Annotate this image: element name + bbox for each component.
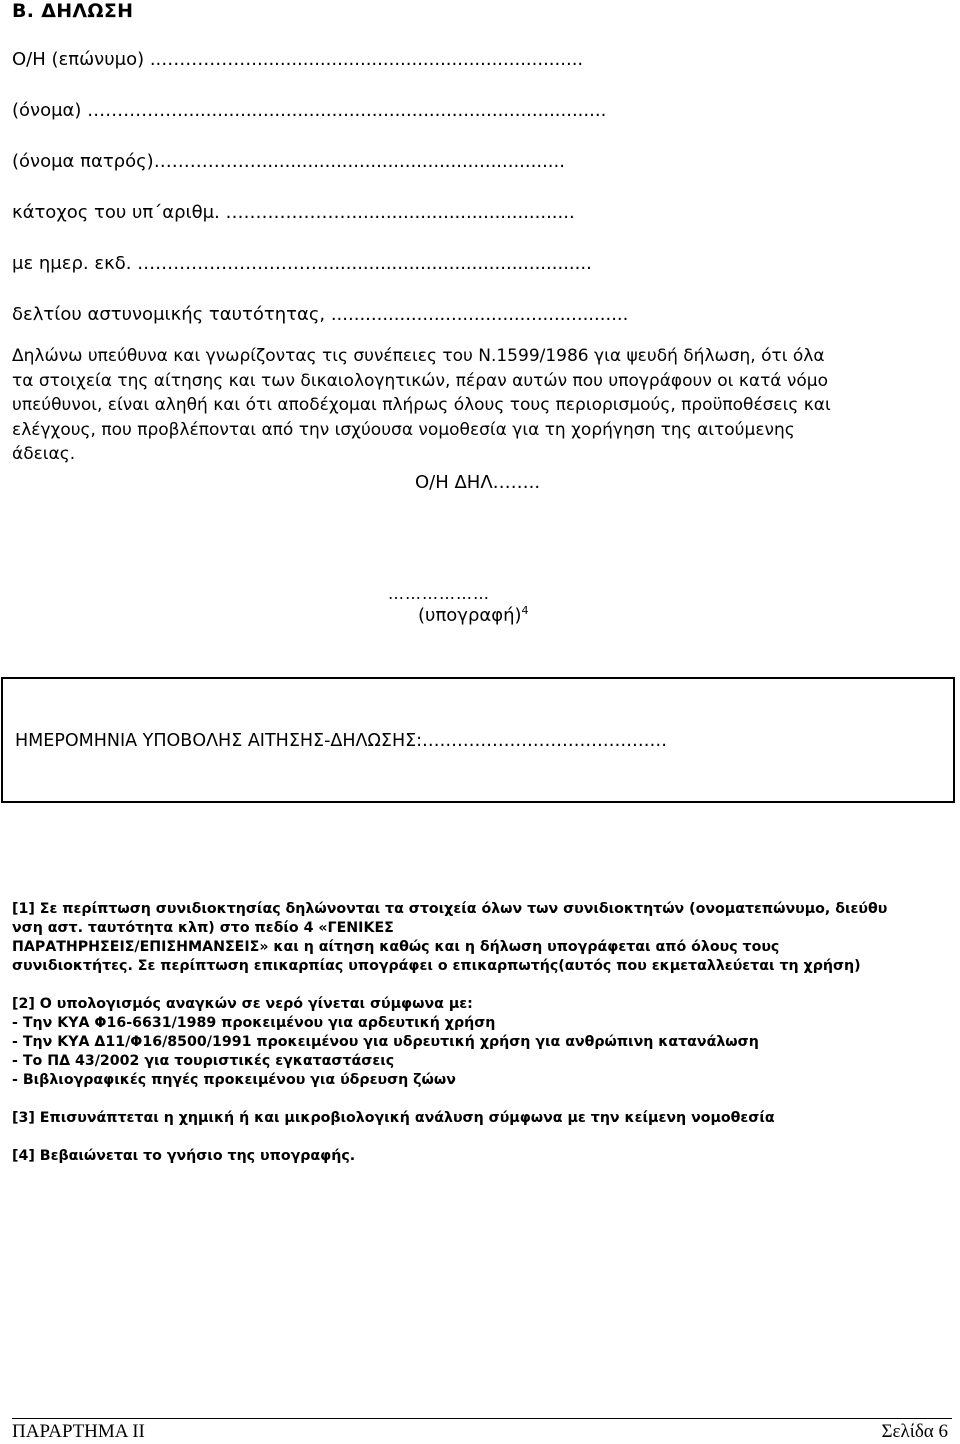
declaration-paragraph bbox=[12, 344, 952, 467]
footnote-4: [4] Βεβαιώνεται το γνήσιο της υπογραφής. bbox=[12, 1148, 356, 1164]
id-card-field: δελτίου αστυνομικής ταυτότητας, .................................................... bbox=[12, 304, 629, 325]
footnote-1-line: συνιδιοκτήτες. Σε περίπτωση επικαρπίας υπογράφει ο επικαρπωτής(αυτός που εκμεταλλεύεται τη χρήση) bbox=[12, 958, 861, 974]
name-field: (όνομα) ……………........................................................................... bbox=[12, 100, 607, 121]
footer-divider bbox=[12, 1418, 952, 1419]
declarant-label: Ο/Η ΔΗΛ…….. bbox=[415, 472, 541, 493]
declaration-line: ελέγχους, που προβλέπονται από την ισχύουσα νομοθεσία για τη χορήγηση της αιτούμενης bbox=[12, 419, 795, 440]
submission-date-label: ΗΜΕΡΟΜΗΝΙΑ ΥΠΟΒΟΛΗΣ ΑΙΤΗΣΗΣ-ΔΗΛΩΣΗΣ:…………………………………… bbox=[15, 731, 668, 751]
footnote-2-line: - Την ΚΥΑ Δ11/Φ16/8500/1991 προκειμένου για υδρευτική χρήση για ανθρώπινη κατανάλωση bbox=[12, 1034, 759, 1050]
footnote-2-line: - Το ΠΔ 43/2002 για τουριστικές εγκαταστάσεις bbox=[12, 1053, 395, 1069]
footnote-2-line: - Την ΚΥΑ Φ16-6631/1989 προκειμένου για αρδευτική χρήση bbox=[12, 1015, 496, 1031]
footnote-2-line: - Βιβλιογραφικές πηγές προκειμένου για ύδρευση ζώων bbox=[12, 1072, 456, 1088]
father-name-field: (όνομα πατρός)………………..................................................... bbox=[12, 151, 565, 172]
footer-page-number: Σελίδα 6 bbox=[881, 1421, 948, 1442]
signature-line: ……………… bbox=[388, 584, 490, 603]
signature-label bbox=[418, 605, 529, 626]
declaration-line: τα στοιχεία της αίτησης και των δικαιολογητικών, πέραν αυτών που υπογράφουν οι κατά νόμο bbox=[12, 370, 829, 391]
footnote-3: [3] Επισυνάπτεται η χημική ή και μικροβιολογική ανάλυση σύμφωνα με την κείμενη νομοθεσία bbox=[12, 1110, 775, 1126]
issue-date-field: με ημερ. εκδ. ………………….………............................................... bbox=[12, 253, 592, 274]
footer-annex-label: ΠΑΡΑΡΤΗΜΑ ΙΙ bbox=[12, 1421, 145, 1442]
signature-text: (υπογραφή) bbox=[418, 605, 522, 626]
id-number-field: κάτοχος του υπ΄αριθμ. …………………....................................... bbox=[12, 202, 575, 223]
declaration-line: υπεύθυνοι, είναι αληθή και ότι αποδέχομαι πλήρως όλους τους περιορισμούς, προϋποθέσεις και bbox=[12, 395, 831, 415]
footnote-1-line: [1] Σε περίπτωση συνιδιοκτησίας δηλώνονται τα στοιχεία όλων των συνιδιοκτητών (ονοματεπώνυμο, διεύθυ bbox=[12, 901, 888, 917]
footnotes bbox=[12, 900, 952, 1166]
section-heading: Β. ΔΗΛΩΣΗ bbox=[12, 0, 134, 22]
declaration-line: Δηλώνω υπεύθυνα και γνωρίζοντας τις συνέπειες του Ν.1599/1986 για ψευδή δήλωση, ότι όλα bbox=[12, 346, 825, 366]
declaration-line: άδειας. bbox=[12, 444, 76, 464]
footnote-2-line: [2] Ο υπολογισμός αναγκών σε νερό γίνεται σύμφωνα με: bbox=[12, 996, 473, 1012]
submission-date-box bbox=[1, 677, 955, 803]
footnote-ref: 4 bbox=[521, 604, 529, 617]
footnote-1-line: ΠΑΡΑΤΗΡΗΣΕΙΣ/ΕΠΙΣΗΜΑΝΣΕΙΣ» και η αίτηση καθώς και η δήλωση υπογράφεται από όλους τους bbox=[12, 939, 780, 955]
footnote-1-line: νση αστ. ταυτότητα κλπ) στο πεδίο 4 «ΓΕΝΙΚΕΣ bbox=[12, 920, 394, 936]
surname-field: Ο/Η (επώνυμο) ..…………….......................................................... bbox=[12, 49, 584, 70]
